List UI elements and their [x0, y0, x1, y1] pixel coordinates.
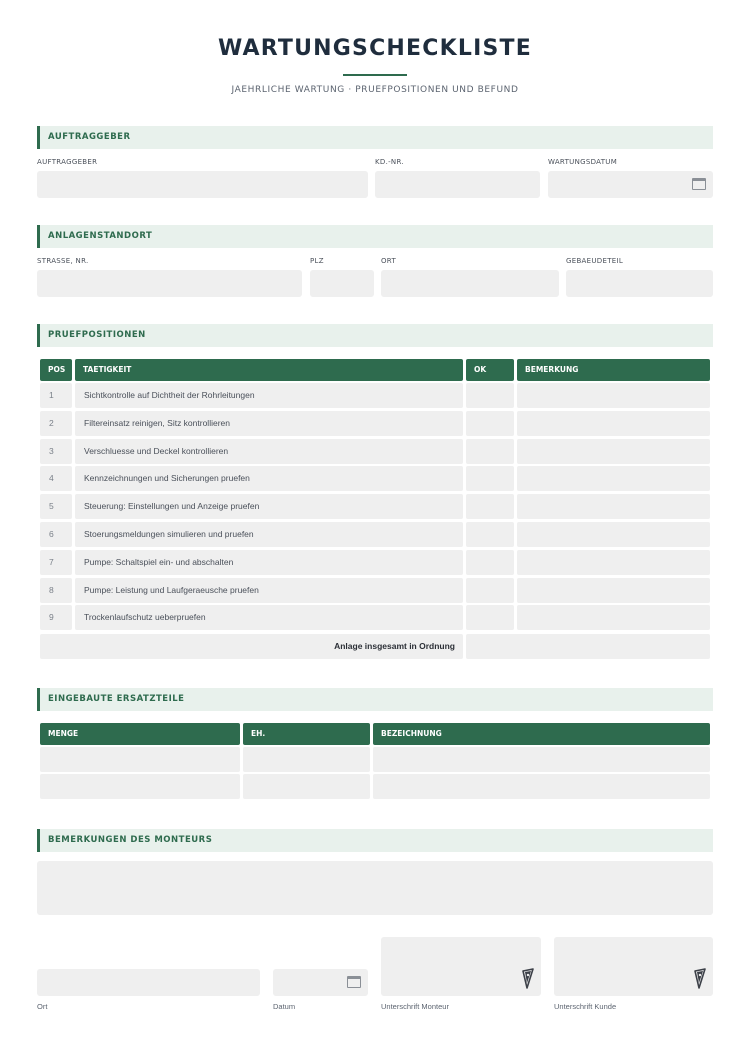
row-note-field[interactable]	[517, 383, 710, 408]
row-ok-field[interactable]	[466, 522, 514, 547]
section-remarks: BEMERKUNGEN DES MONTEURS	[37, 829, 713, 852]
technician-signature-field[interactable]	[381, 937, 541, 996]
row-ok-field[interactable]	[466, 550, 514, 575]
place-label: Ort	[37, 1002, 48, 1011]
row-task: Kennzeichnungen und Sicherungen pruefen	[75, 466, 463, 491]
total-label: Anlage insgesamt in Ordnung	[40, 634, 463, 659]
customer-signature-label: Unterschrift Kunde	[554, 1002, 617, 1011]
col-pos-header: POS	[40, 359, 72, 381]
building-field[interactable]	[566, 270, 713, 297]
row-note-field[interactable]	[517, 522, 710, 547]
part-qty-field[interactable]	[40, 747, 240, 772]
row-note-field[interactable]	[517, 411, 710, 436]
row-pos: 1	[40, 383, 72, 408]
row-pos: 3	[40, 439, 72, 464]
street-field[interactable]	[37, 270, 302, 297]
row-task: Steuerung: Einstellungen und Anzeige pruefen	[75, 494, 463, 519]
client-label: AUFTRAGGEBER	[37, 158, 98, 166]
row-note-field[interactable]	[517, 550, 710, 575]
sign-date-field[interactable]	[273, 969, 368, 996]
col-desc-header: BEZEICHNUNG	[373, 723, 710, 745]
street-label: STRASSE, NR.	[37, 257, 89, 265]
row-note-field[interactable]	[517, 578, 710, 603]
zip-label: PLZ	[310, 257, 324, 265]
total-field[interactable]	[466, 634, 710, 659]
part-unit-field[interactable]	[243, 774, 370, 799]
page-subtitle: JAEHRLICHE WARTUNG · PRUEFPOSITIONEN UND BEFUND	[231, 85, 519, 95]
section-client: AUFTRAGGEBER	[37, 126, 713, 149]
col-note-header: BEMERKUNG	[517, 359, 710, 381]
part-desc-field[interactable]	[373, 747, 710, 772]
row-ok-field[interactable]	[466, 411, 514, 436]
customer-no-field[interactable]	[375, 171, 540, 198]
client-field[interactable]	[37, 171, 368, 198]
part-qty-field[interactable]	[40, 774, 240, 799]
pen-nib-icon	[521, 968, 535, 990]
col-unit-header: EH.	[243, 723, 370, 745]
row-note-field[interactable]	[517, 466, 710, 491]
row-pos: 2	[40, 411, 72, 436]
date-field[interactable]	[548, 171, 713, 198]
row-task: Filtereinsatz reinigen, Sitz kontrollieren	[75, 411, 463, 436]
row-pos: 4	[40, 466, 72, 491]
calendar-icon[interactable]	[692, 178, 706, 190]
section-parts: EINGEBAUTE ERSATZTEILE	[37, 688, 713, 711]
row-task: Pumpe: Schaltspiel ein- und abschalten	[75, 550, 463, 575]
row-note-field[interactable]	[517, 494, 710, 519]
zip-field[interactable]	[310, 270, 374, 297]
row-task: Stoerungsmeldungen simulieren und pruefen	[75, 522, 463, 547]
section-location: ANLAGENSTANDORT	[37, 225, 713, 248]
row-ok-field[interactable]	[466, 439, 514, 464]
row-task: Verschluesse und Deckel kontrollieren	[75, 439, 463, 464]
row-ok-field[interactable]	[466, 466, 514, 491]
part-unit-field[interactable]	[243, 747, 370, 772]
col-qty-header: MENGE	[40, 723, 240, 745]
city-label: ORT	[381, 257, 397, 265]
place-field[interactable]	[37, 969, 260, 996]
row-task: Trockenlaufschutz ueberpruefen	[75, 605, 463, 630]
row-ok-field[interactable]	[466, 383, 514, 408]
customer-no-label: KD.-NR.	[375, 158, 404, 166]
row-pos: 7	[40, 550, 72, 575]
building-label: GEBAEUDETEIL	[566, 257, 624, 265]
title-underline	[343, 74, 407, 76]
section-checks: PRUEFPOSITIONEN	[37, 324, 713, 347]
city-field[interactable]	[381, 270, 559, 297]
col-task-header: TAETIGKEIT	[75, 359, 463, 381]
row-pos: 6	[40, 522, 72, 547]
customer-signature-field[interactable]	[554, 937, 713, 996]
row-ok-field[interactable]	[466, 494, 514, 519]
row-ok-field[interactable]	[466, 578, 514, 603]
row-note-field[interactable]	[517, 605, 710, 630]
row-pos: 8	[40, 578, 72, 603]
calendar-icon[interactable]	[347, 976, 361, 988]
row-task: Pumpe: Leistung und Laufgeraeusche pruefen	[75, 578, 463, 603]
row-pos: 9	[40, 605, 72, 630]
row-ok-field[interactable]	[466, 605, 514, 630]
pen-nib-icon	[693, 968, 707, 990]
col-ok-header: OK	[466, 359, 514, 381]
technician-signature-label: Unterschrift Monteur	[381, 1002, 449, 1011]
row-pos: 5	[40, 494, 72, 519]
row-note-field[interactable]	[517, 439, 710, 464]
date-label: WARTUNGSDATUM	[548, 158, 618, 166]
remarks-field[interactable]	[37, 861, 713, 915]
sign-date-label: Datum	[273, 1002, 296, 1011]
page-title: WARTUNGSCHECKLISTE	[218, 36, 532, 61]
row-task: Sichtkontrolle auf Dichtheit der Rohrleitungen	[75, 383, 463, 408]
part-desc-field[interactable]	[373, 774, 710, 799]
